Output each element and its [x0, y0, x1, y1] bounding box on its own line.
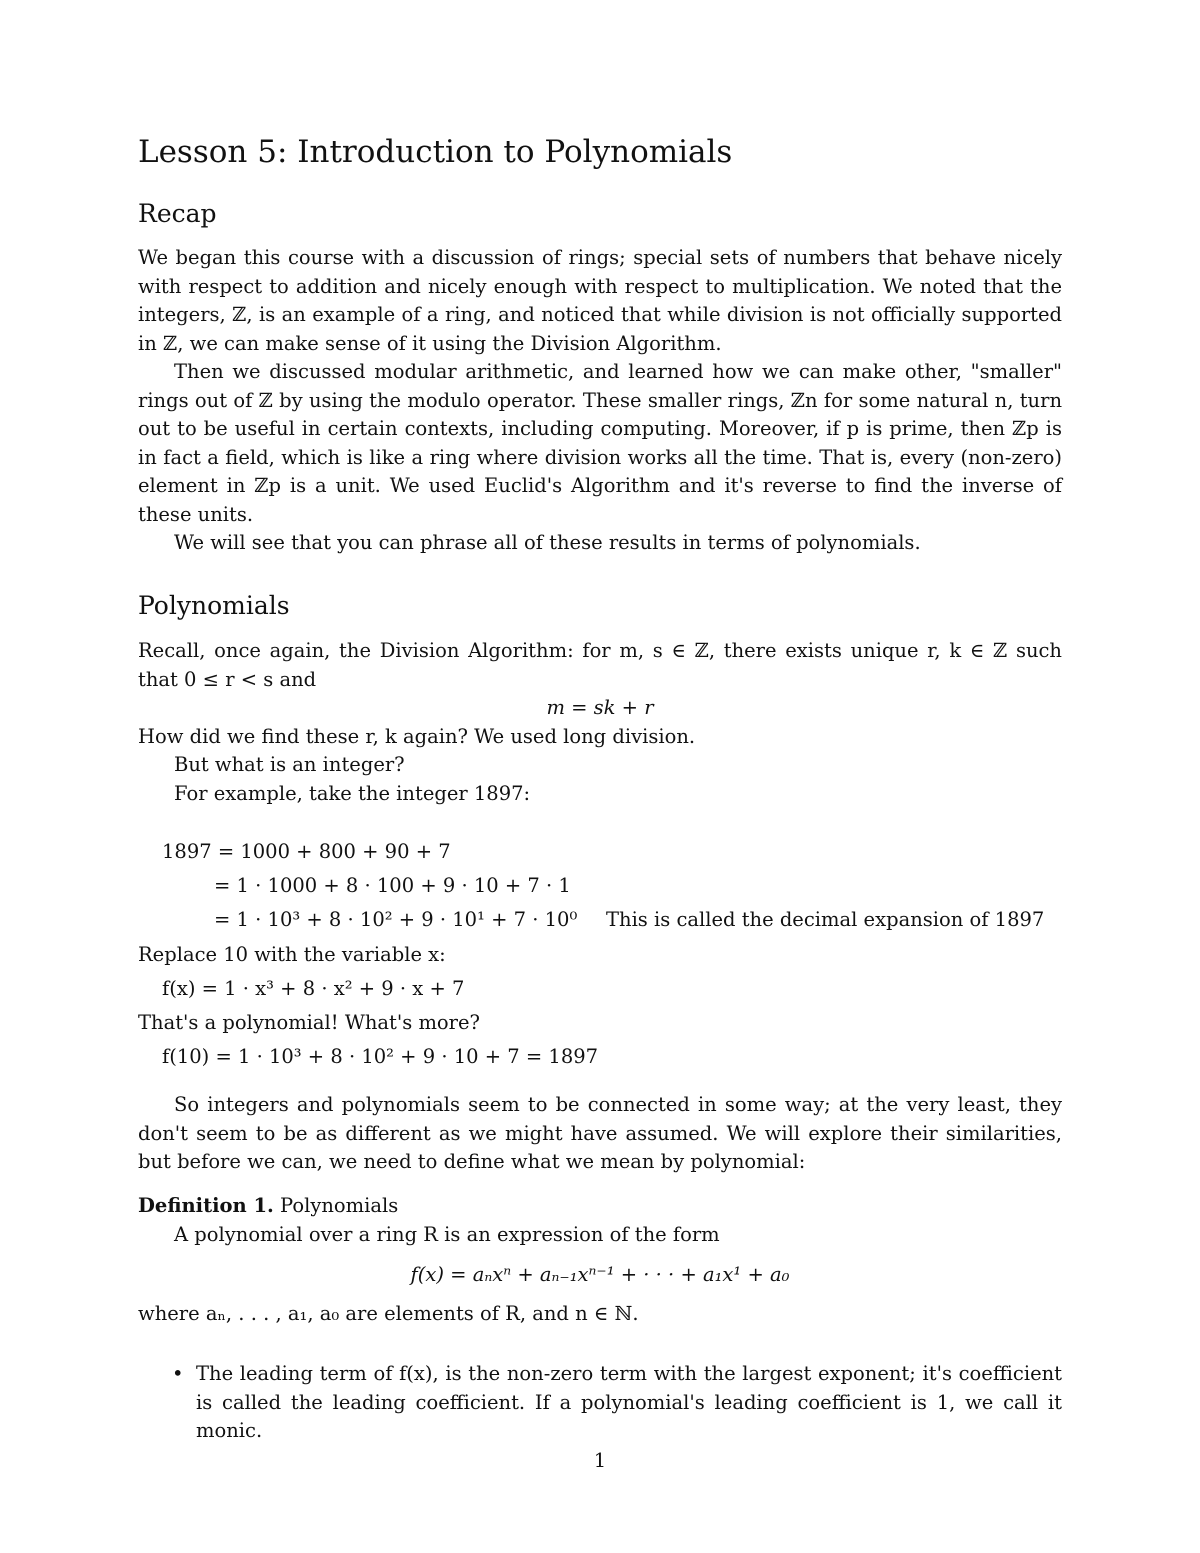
definition-text: A polynomial over a ring R is an expression of the form	[174, 1222, 720, 1246]
connection-paragraph: So integers and polynomials seem to be connected in some way; at the very least, they don't seem to be as different as we might have assumed. We will explore their similarities, but before we can, we need to define what we mean by polynomial:	[138, 1093, 1062, 1173]
bullet-marker: •	[172, 1362, 184, 1385]
long-division-text: How did we find these r, k again? We used long division.	[138, 724, 696, 748]
definition-name: Polynomials	[280, 1194, 399, 1217]
recap-paragraph-3: We will see that you can phrase all of these results in terms of polynomials.	[174, 531, 921, 554]
leading-term-text: The leading term of f(x), is the non-zero term with the largest exponent; it's coefficient is called the leading coefficient. If a polynomial's leading coefficient is 1, we call it monic.	[196, 1362, 1062, 1442]
definition-block	[138, 1192, 1062, 1328]
connection-paragraph-block	[138, 1091, 1062, 1177]
recap-paragraph-1: We began this course with a discussion of rings; special sets of numbers that behave nicely with respect to addition and nicely enough with respect to multiplication. We noted that the integers, ℤ, is an example of a ring, and noticed that while division is not officially supported in ℤ, we can make sense of it using the Division Algorithm.	[138, 246, 1062, 355]
decimal-expansion-note: This is called the decimal expansion of 1897	[606, 908, 1045, 931]
division-equation: m = sk + r	[546, 696, 654, 719]
polynomials-intro	[138, 637, 1062, 808]
division-algorithm-text: Recall, once again, the Division Algorithm: for m, s ∈ ℤ, there exists unique r, k ∈ ℤ such that 0 ≤ r < s and	[138, 639, 1062, 691]
calc-line-2: = 1 · 1000 + 8 · 100 + 9 · 10 + 7 · 1	[214, 874, 571, 897]
page-number: 1	[593, 1449, 607, 1472]
fx-equation: f(x) = 1 · x³ + 8 · x² + 9 · x + 7	[162, 977, 465, 1000]
integer-question: But what is an integer?	[174, 753, 405, 776]
page-title: Lesson 5: Introduction to Polynomials	[138, 134, 733, 170]
calc-line-1: 1897 = 1000 + 800 + 90 + 7	[162, 840, 451, 863]
replace-text: Replace 10 with the variable x:	[138, 943, 446, 966]
f10-equation: f(10) = 1 · 10³ + 8 · 10² + 9 · 10 + 7 = 1897	[162, 1045, 599, 1068]
polynomial-general-form: f(x) = aₙxⁿ + aₙ₋₁xⁿ⁻¹ + · · · + a₁x¹ + a₀	[410, 1263, 790, 1286]
definition-label: Definition 1.	[138, 1194, 274, 1217]
recap-section	[138, 244, 1062, 558]
polynomials-heading: Polynomials	[138, 591, 290, 620]
coefficients-text: where aₙ, . . . , a₁, a₀ are elements of R, and n ∈ ℕ.	[138, 1301, 639, 1325]
recap-paragraph-2: Then we discussed modular arithmetic, and learned how we can make other, "smaller" rings out of ℤ by using the modulo operator. These smaller rings, ℤn for some natural n, turn out to be useful in certain contexts, including computing. Moreover, if p is prime, then ℤp is in fact a field, which is like a ring where division works all the time. That is, every (non-zero) element in ℤp is a unit. We used Euclid's Algorithm and it's reverse to find the inverse of these units.	[138, 360, 1062, 526]
polynomial-remark: That's a polynomial! What's more?	[138, 1011, 480, 1034]
calc-line-3: = 1 · 10³ + 8 · 10² + 9 · 10¹ + 7 · 10⁰	[214, 908, 578, 931]
leading-term-bullet	[172, 1360, 1062, 1446]
recap-heading: Recap	[138, 199, 217, 228]
example-intro: For example, take the integer 1897:	[174, 781, 531, 805]
